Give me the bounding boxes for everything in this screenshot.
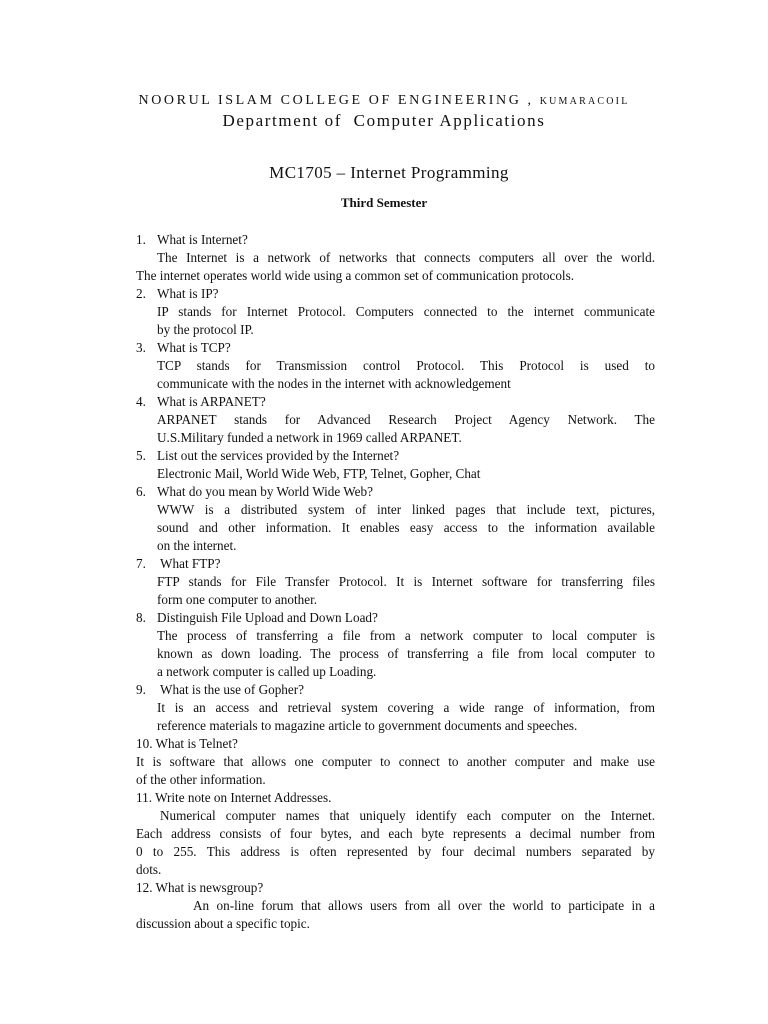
answer-line: Each address consists of four bytes, and each byte represents a decimal number from xyxy=(136,826,655,841)
answer-line: discussion about a specific topic. xyxy=(136,916,310,931)
answer-line: It is an access and retrieval system covering a wide range of information, from xyxy=(157,700,655,715)
answer-line: The internet operates world wide using a common set of communication protocols. xyxy=(136,268,575,283)
question-text: What is Telnet? xyxy=(152,736,238,751)
college-name xyxy=(0,93,768,109)
answer-line: form one computer to another. xyxy=(157,592,318,607)
question-number: 2. xyxy=(136,286,146,301)
course-title: MC1705 – Internet Programming xyxy=(269,163,509,182)
question-number: 6. xyxy=(136,484,146,499)
question-text: What is Internet? xyxy=(157,232,248,247)
answer-line: The process of transferring a file from a network computer to local computer is xyxy=(157,628,655,643)
question-number: 10. xyxy=(136,736,153,751)
answer-line: The Internet is a network of networks that connects computers all over the world. xyxy=(157,250,655,265)
question-5 xyxy=(136,447,655,465)
question-text: What FTP? xyxy=(157,556,221,571)
question-9 xyxy=(136,681,655,699)
question-text: What is IP? xyxy=(157,286,219,301)
answer-line: 0 to 255. This address is often represented by four decimal numbers separated by xyxy=(136,844,655,859)
answer-6 xyxy=(136,501,655,555)
question-number: 1. xyxy=(136,232,146,247)
answer-line: sound and other information. It enables easy access to the information available xyxy=(157,520,655,535)
college-place: KUMARACOIL xyxy=(539,96,630,107)
answer-line: communicate with the nodes in the internet with acknowledgement xyxy=(157,376,511,391)
question-4 xyxy=(136,393,655,411)
question-text: Write note on Internet Addresses. xyxy=(155,790,332,805)
answer-7 xyxy=(136,573,655,609)
answer-line: IP stands for Internet Protocol. Computers connected to the internet communicate xyxy=(157,304,655,319)
question-number: 11. xyxy=(136,790,152,805)
answer-5 xyxy=(136,465,655,483)
answer-3 xyxy=(136,357,655,393)
question-10 xyxy=(136,735,655,753)
question-text: What is newsgroup? xyxy=(155,880,264,895)
answer-line: a network computer is called up Loading. xyxy=(157,664,377,679)
college-title: NOORUL ISLAM COLLEGE OF ENGINEERING , xyxy=(138,93,534,108)
answer-line: known as down loading. The process of transferring a file from local computer to xyxy=(157,646,655,661)
question-number: 3. xyxy=(136,340,146,355)
answer-2 xyxy=(136,303,655,339)
answer-4 xyxy=(136,411,655,447)
answer-line: WWW is a distributed system of inter linked pages that include text, pictures, xyxy=(157,502,655,517)
question-text: What do you mean by World Wide Web? xyxy=(157,484,373,499)
question-6 xyxy=(136,483,655,501)
question-1 xyxy=(136,231,655,249)
question-7 xyxy=(136,555,655,573)
question-number: 7. xyxy=(136,556,146,571)
answer-line: FTP stands for File Transfer Protocol. It is Internet software for transferring files xyxy=(157,574,655,589)
answer-11 xyxy=(136,807,655,879)
question-number: 5. xyxy=(136,448,146,463)
answer-line: by the protocol IP. xyxy=(157,322,254,337)
answer-12 xyxy=(136,897,655,933)
question-text: What is ARPANET? xyxy=(157,394,266,409)
qa-list xyxy=(136,231,655,933)
answer-10 xyxy=(136,753,655,789)
question-8 xyxy=(136,609,655,627)
question-3 xyxy=(136,339,655,357)
question-text: Distinguish File Upload and Down Load? xyxy=(157,610,378,625)
answer-8 xyxy=(136,627,655,681)
semester-label: Third Semester xyxy=(340,195,428,210)
answer-line: It is software that allows one computer to connect to another computer and make use xyxy=(136,754,655,769)
question-12 xyxy=(136,879,655,897)
answer-line: An on-line forum that allows users from all over the world to participate in a xyxy=(193,898,655,913)
answer-1 xyxy=(136,249,655,285)
answer-line: TCP stands for Transmission control Protocol. This Protocol is used to xyxy=(157,358,655,373)
question-11 xyxy=(136,789,655,807)
question-number: 9. xyxy=(136,682,146,697)
question-number: 8. xyxy=(136,610,146,625)
answer-line: dots. xyxy=(136,862,162,877)
question-number: 12. xyxy=(136,880,153,895)
answer-line: of the other information. xyxy=(136,772,266,787)
answer-line: U.S.Military funded a network in 1969 called ARPANET. xyxy=(157,430,462,445)
answer-line: Electronic Mail, World Wide Web, FTP, Telnet, Gopher, Chat xyxy=(157,466,481,481)
answer-line: ARPANET stands for Advanced Research Project Agency Network. The xyxy=(157,412,655,427)
department-name: Department of Computer Applications xyxy=(222,111,546,130)
answer-9 xyxy=(136,699,655,735)
question-text: What is TCP? xyxy=(157,340,231,355)
answer-line: Numerical computer names that uniquely identify each computer on the Internet. xyxy=(160,808,655,823)
question-text: What is the use of Gopher? xyxy=(157,682,304,697)
question-2 xyxy=(136,285,655,303)
question-text: List out the services provided by the Internet? xyxy=(157,448,400,463)
question-number: 4. xyxy=(136,394,146,409)
answer-line: on the internet. xyxy=(157,538,237,553)
answer-line: reference materials to magazine article to government documents and speeches. xyxy=(157,718,578,733)
